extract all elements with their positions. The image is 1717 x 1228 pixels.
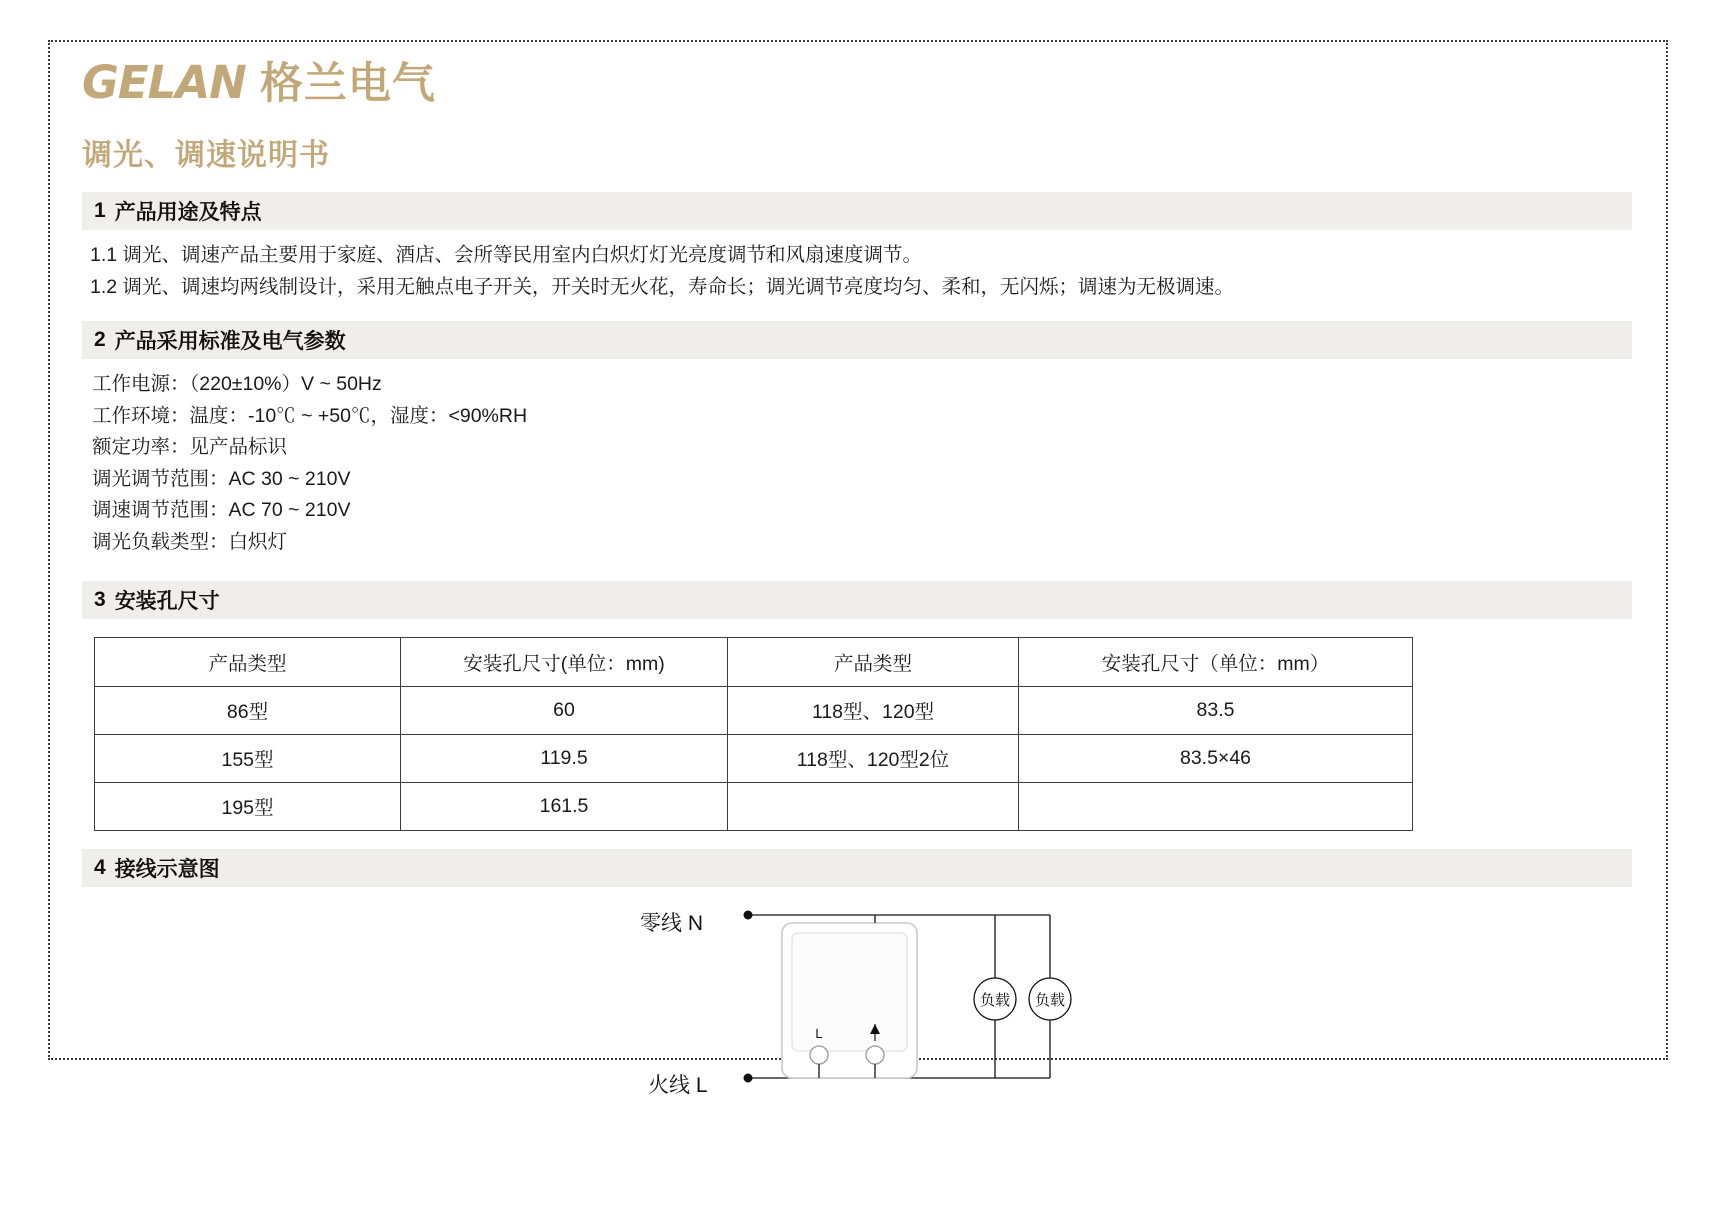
page-content	[82, 56, 1632, 1097]
table-cell: 83.5	[1019, 686, 1413, 734]
table-cell: 83.5×46	[1019, 734, 1413, 782]
section-title-4: 接线示意图	[114, 857, 220, 881]
spec-line-dimming-range: 调光调节范围：AC 30 ~ 210V	[92, 467, 351, 490]
brand-chinese-name: 格兰电气	[259, 59, 436, 109]
section-title-1: 产品用途及特点	[114, 201, 262, 224]
switch-terminal-left	[810, 1046, 828, 1064]
section-title-2: 产品采用标准及电气参数	[114, 330, 346, 354]
table-header-cell: 安装孔尺寸(单位：mm)	[401, 637, 728, 686]
table-cell: 195型	[95, 782, 401, 830]
spec-line-power-supply: 工作电源：（220±10%）V ~ 50Hz	[92, 373, 382, 396]
section-number-4: 4	[94, 855, 106, 879]
spec-line-environment: 工作环境：温度：-10℃ ~ +50℃，湿度：<90%RH	[92, 404, 528, 427]
section-2-body	[82, 359, 1632, 562]
section-header-3	[82, 581, 1632, 619]
table-header-cell: 产品类型	[95, 637, 401, 686]
wiring-diagram	[82, 893, 1632, 1108]
table-cell	[728, 782, 1019, 830]
brand-logo	[82, 56, 1632, 118]
neutral-wire-label: 零线 N	[640, 911, 703, 935]
load-label-2: 负载	[1034, 991, 1066, 1009]
document-page	[48, 40, 1668, 1097]
table-cell: 118型、120型2位	[728, 734, 1019, 782]
section-title-3: 安装孔尺寸	[114, 589, 220, 613]
table-header-row	[95, 637, 1413, 686]
switch-terminal-left-label: L	[815, 1025, 823, 1041]
table-cell	[1019, 782, 1413, 830]
table-cell: 60	[401, 686, 728, 734]
section-header-1	[82, 192, 1632, 230]
table-row	[95, 686, 1413, 734]
spec-line-load-type: 调光负载类型：白炽灯	[92, 531, 288, 554]
section-1-line-2: 1.2 调光、调速均两线制设计，采用无触点电子开关，开关时无火花，寿命长；调光调节亮度均匀、柔和，无闪烁；调速为无极调速。	[90, 275, 1235, 298]
live-wire-label: 火线 L	[648, 1073, 708, 1097]
switch-rocker	[792, 933, 907, 1051]
load-label-1: 负载	[979, 991, 1011, 1009]
section-number-3: 3	[94, 587, 106, 611]
section-1-body	[82, 230, 1632, 303]
section-header-4	[82, 849, 1632, 887]
switch-terminal-right	[866, 1046, 884, 1064]
mounting-hole-table	[94, 637, 1413, 831]
table-header-cell: 产品类型	[728, 637, 1019, 686]
page-title: 调光、调速说明书	[82, 139, 330, 172]
table-row	[95, 734, 1413, 782]
section-number-1: 1	[94, 199, 106, 222]
table-cell: 155型	[95, 734, 401, 782]
section-header-2	[82, 321, 1632, 359]
brand-latin-name: GELAN	[82, 56, 246, 109]
spec-line-speed-range: 调速调节范围：AC 70 ~ 210V	[92, 499, 351, 522]
section-1-line-1: 1.1 调光、调速产品主要用于家庭、酒店、会所等民用室内白炽灯灯光亮度调节和风扇速度调节。	[90, 244, 923, 266]
table-cell: 118型、120型	[728, 686, 1019, 734]
table-cell: 161.5	[401, 782, 728, 830]
wiring-schematic-svg	[82, 893, 1282, 1108]
section-number-2: 2	[94, 328, 106, 352]
table-header-cell: 安装孔尺寸（单位：mm）	[1019, 637, 1413, 686]
table-cell: 86型	[95, 686, 401, 734]
table-cell: 119.5	[401, 734, 728, 782]
table-row	[95, 782, 1413, 830]
spec-line-rated-power: 额定功率：见产品标识	[92, 436, 288, 459]
